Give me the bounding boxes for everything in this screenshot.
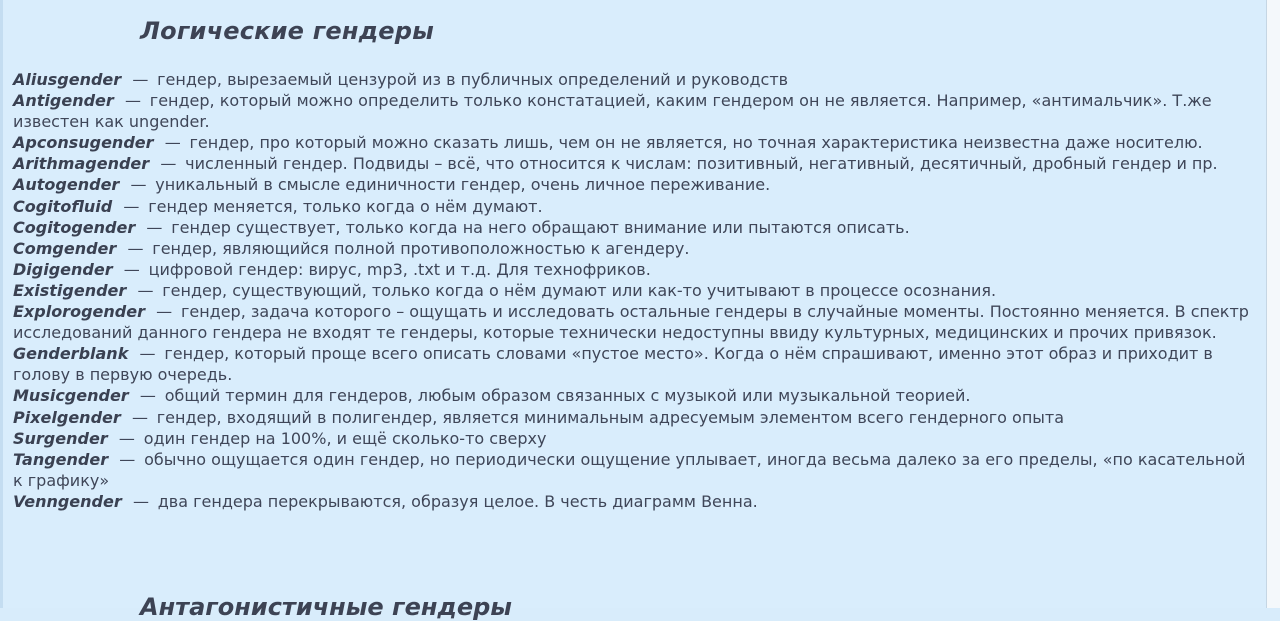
definition: гендер, существующий, только когда о нём думают или как-то учитывают в процессе осознания. [162,280,997,300]
definition: цифровой гендер: вирус, mp3, .txt и т.д. Для технофриков. [148,259,651,279]
term: Autogender [13,175,120,195]
term: Aliusgender [13,70,122,89]
dash: — [131,407,148,427]
definition: гендер, входящий в полигендер, является минимальным адресуемым элементом всего гендерного опыта [156,407,1065,427]
right-scroll-gutter [1266,0,1280,608]
glossary-entry [13,90,1253,132]
definition: один гендер на 100%, и ещё сколько-то сверху [143,428,547,448]
glossary-entry [13,132,1253,153]
glossary-entry [13,301,1253,343]
glossary-entry [13,280,1253,301]
dash: — [124,91,141,111]
term: Arithmagender [13,154,150,174]
definition: два гендера перекрываются, образуя целое. В честь диаграмм Венна. [157,491,758,511]
term: Pixelgender [13,407,121,427]
term: Existigender [13,280,127,300]
dash: — [118,428,135,448]
term: Comgender [13,238,117,258]
dash: — [132,70,149,89]
term: Cogitogender [13,217,136,237]
dash: — [139,344,156,364]
definition: гендер, вырезаемый цензурой из в публичных определений и руководств [157,70,789,89]
term: Venngender [13,491,122,511]
dash: — [160,154,177,174]
dash: — [137,280,154,300]
next-section-heading: Антагонистичные гендеры [140,593,512,621]
glossary-entry [13,174,1253,195]
term: Musicgender [13,386,129,406]
term: Apconsugender [13,133,154,153]
dash: — [127,238,144,258]
glossary-entry [13,491,1253,512]
term: Explorogender [13,302,145,322]
glossary-entry [13,259,1253,280]
term: Tangender [13,449,109,469]
glossary-entry [13,196,1253,217]
definition: общий термин для гендеров, любым образом связанных с музыкой или музыкальной теорией. [164,386,971,406]
glossary-entry [13,153,1253,174]
term: Genderblank [13,344,129,364]
glossary-entry [13,428,1253,449]
definition: гендер, который можно определить только констатацией, каким гендером он не является. Например, «антимальчик». Т.же известен как ungender. [13,91,1212,132]
dash: — [123,259,140,279]
definition: численный гендер. Подвиды – всё, что относится к числам: позитивный, негативный, десятичный, дробный гендер и пр. [185,154,1218,174]
dash: — [146,217,163,237]
glossary-entry [13,343,1253,385]
definition: гендер, который проще всего описать словами «пустое место». Когда о нём спрашивают, именно этот образ и приходит в голову в первую очередь. [13,344,1213,385]
definition: уникальный в смысле единичности гендер, очень личное переживание. [155,175,771,195]
definition: гендер меняется, только когда о нём думают. [148,196,543,216]
dash: — [123,196,140,216]
glossary-entry [13,449,1253,491]
definition: гендер существует, только когда на него обращают внимание или пытаются описать. [171,217,910,237]
definition: гендер, про который можно сказать лишь, чем он не является, но точная характеристика неизвестна даже носителю. [189,133,1203,153]
definition: гендер, задача которого – ощущать и исследовать остальные гендеры в случайные моменты. Постоянно меняется. В спектр исследований данного гендера не входят те гендеры, которые технически недоступны ввиду культурных, медицинских и прочих привязок. [13,302,1249,343]
left-border [0,0,3,608]
glossary-entry [13,385,1253,406]
definition: обычно ощущается один гендер, но периодически ощущение уплывает, иногда весьма далеко за его пределы, «по касательной к графику» [13,449,1246,490]
glossary-entry [13,238,1253,259]
dash: — [139,386,156,406]
dash: — [130,175,147,195]
glossary-entry [13,407,1253,428]
glossary-list [13,69,1253,512]
section-heading: Логические гендеры [140,17,435,45]
dash: — [132,491,149,511]
dash: — [164,133,181,153]
term: Digigender [13,259,113,279]
glossary-entry [13,69,1253,90]
glossary-entry [13,217,1253,238]
dash: — [156,302,173,322]
term: Surgender [13,428,108,448]
definition: гендер, являющийся полной противоположностью к агендеру. [152,238,690,258]
term: Cogitofluid [13,196,113,216]
term: Antigender [13,91,114,111]
dash: — [119,449,136,469]
